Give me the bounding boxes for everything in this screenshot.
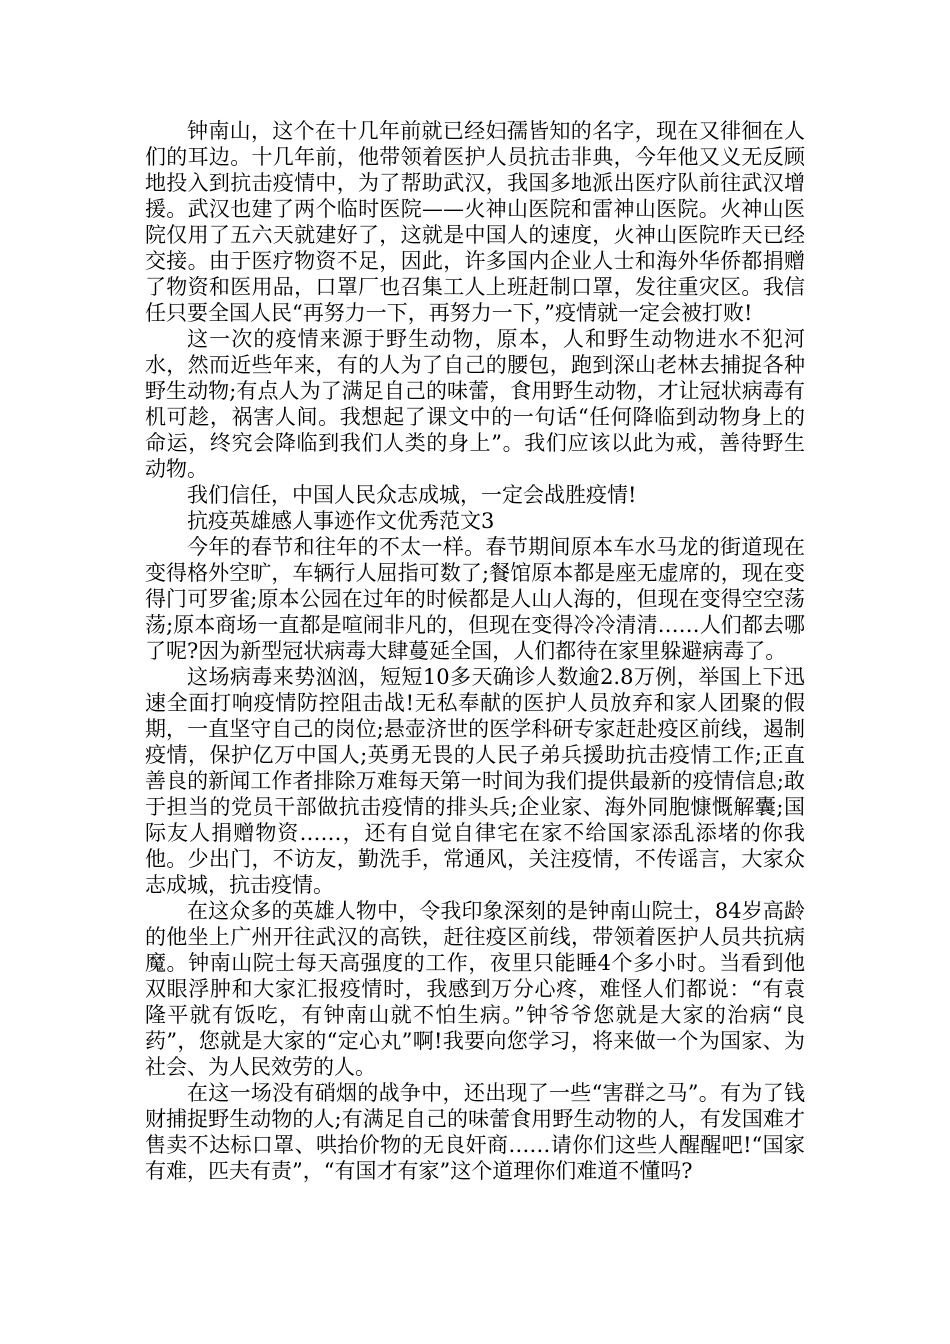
document-body bbox=[145, 118, 805, 1184]
essay-heading: 抗疫英雄感人事迹作文优秀范文3 bbox=[187, 509, 495, 533]
paragraph-wild-animals: 这一次的疫情来源于野生动物，原本，人和野生动物进水不犯河水，然而近些年来，有的人为了自己的腰包，跑到深山老林去捕捉各种野生动物;有点人为了满足自己的味蕾，食用野生动物，才让冠状病毒有机可趁，祸害人间。我想起了课文中的一句话“任何降临到动物身上的命运，终究会降临到我们人类的身上”。我们应该以此为戒，善待野生动物。 bbox=[145, 327, 805, 481]
paragraph-black-sheep: 在这一场没有硝烟的战争中，还出现了一些“害群之马”。有为了钱财捕捉野生动物的人;有满足自己的味蕾食用野生动物的人，有发国难才售卖不达标口罩、哄抬价物的无良奸商……请你们这些人醒醒吧!“国家有难，匹夫有责”，“有国才有家”这个道理你们难道不懂吗? bbox=[145, 1081, 805, 1183]
paragraph-zhong-nanshan-intro: 钟南山，这个在十几年前就已经妇孺皆知的名字，现在又徘徊在人们的耳边。十几年前，他带领着医护人员抗击非典，今年他又义无反顾地投入到抗击疫情中，为了帮助武汉，我国多地派出医疗队前往武汉增援。武汉也建了两个临时医院——火神山医院和雷神山医院。火神山医院仅用了五六天就建好了，这就是中国人的速度，火神山医院昨天已经交接。由于医疗物资不足，因此，许多国内企业人士和海外华侨都捐赠了物资和医用品，口罩厂也召集工人上班赶制口罩，发往重灾区。我信任只要全国人民“再努力一下，再努力一下，”疫情就一定会被打败! bbox=[145, 119, 805, 325]
paragraph-spring-festival: 今年的春节和往年的不太一样。春节期间原本车水马龙的街道现在变得格外空旷，车辆行人屈指可数了;餐馆原本都是座无虚席的，现在变得门可罗雀;原本公园在过年的时候都是人山人海的，但现在变得空空荡荡;原本商场一直都是喧闹非凡的，但现在变得冷冷清清……人们都去哪了呢?因为新型冠状病毒大肆蔓延全国，人们都待在家里躲避病毒了。 bbox=[145, 535, 805, 663]
paragraph-confidence: 我们信任，中国人民众志成城，一定会战胜疫情! bbox=[187, 483, 637, 507]
paragraph-epidemic-fight: 这场病毒来势汹汹，短短10多天确诊人数逾2.8万例，举国上下迅速全面打响疫情防控阻击战!无私奉献的医护人员放弃和家人团聚的假期，一直坚守自己的岗位;悬壶济世的医学科研专家赶赴疫区前线，遏制疫情，保护亿万中国人;英勇无畏的人民子弟兵援助抗击疫情工作;正直善良的新闻工作者排除万难每天第一时间为我们提供最新的疫情信息;敢于担当的党员干部做抗击疫情的排头兵;企业家、海外同胞慷慨解囊;国际友人捐赠物资……，还有自觉自律宅在家不给国家添乱添堵的你我他。少出门，不访友，勤洗手，常通风，关注疫情，不传谣言，大家众志成城，抗击疫情。 bbox=[145, 665, 805, 897]
paragraph-hero-zhong: 在这众多的英雄人物中，令我印象深刻的是钟南山院士，84岁高龄的他坐上广州开往武汉的高铁，赶往疫区前线，带领着医护人员共抗病魔。钟南山院士每天高强度的工作，夜里只能睡4个多小时。当看到他双眼浮肿和大家汇报疫情时，我感到万分心疼，难怪人们都说：“有袁隆平就有饭吃，有钟南山就不怕生病。”钟爷爷您就是大家的治病“良药”，您就是大家的“定心丸”啊!我要向您学习，将来做一个为国家、为社会、为人民效劳的人。 bbox=[145, 899, 805, 1079]
